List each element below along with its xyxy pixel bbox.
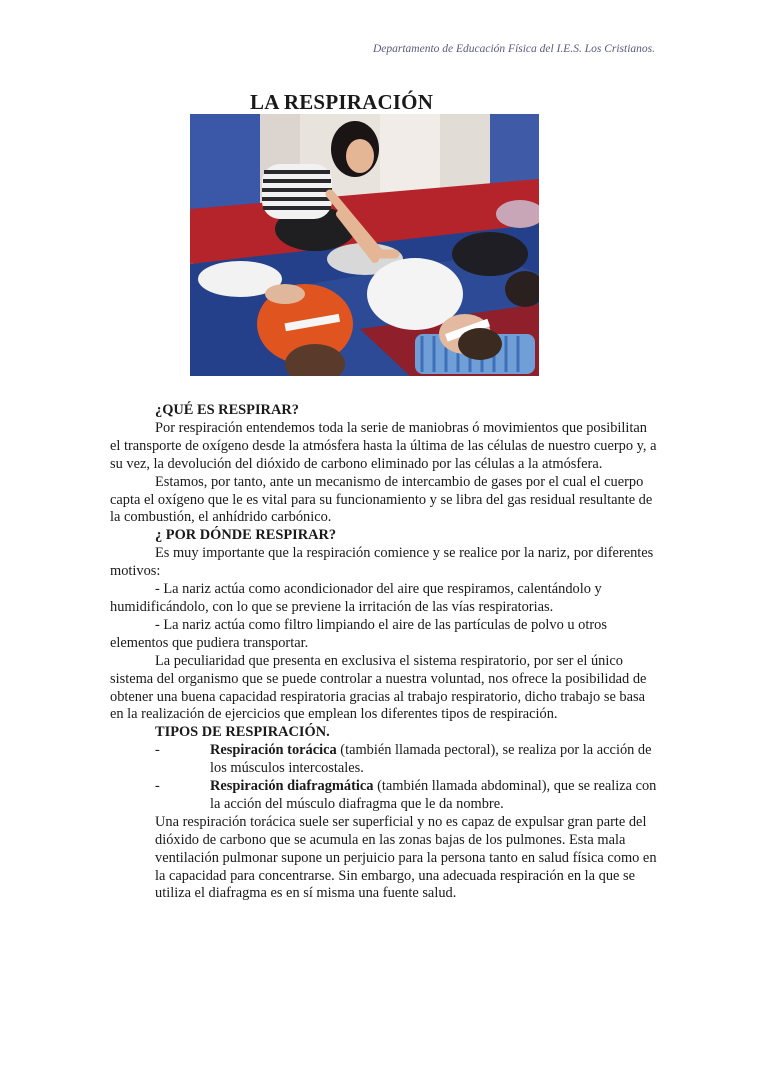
class-photo <box>190 114 539 376</box>
term: Respiración torácica <box>210 742 337 759</box>
paragraph: Es muy importante que la respiración comience y se realice por la nariz, por diferentes motivos: <box>110 545 654 580</box>
paragraph: La peculiaridad que presenta en exclusiva el sistema respiratorio, por ser el único sistema del organismo que se puede controlar a nuestra voluntad, nos ofrece la posibilidad de obtener una buena capacidad respiratoria gracias al trabajo respiratorio, dicho trabajo se basa en la realización de ejercicios que emplean los diferentes tipos de respiración. <box>110 652 647 723</box>
section-heading-tipos: TIPOS DE RESPIRACIÓN. <box>155 724 330 741</box>
list-item: - La nariz actúa como acondicionador del aire que respiramos, calentándolo y humidificándolo, con lo que se previene la irritación de las vías respiratorias. <box>110 581 602 615</box>
paragraph: Una respiración torácica suele ser superficial y no es capaz de expulsar gran parte del dióxido de carbono que se acumula en las zonas bajas de los pulmones. Esta mala ventilación pulmonar supone un perjuicio para la persona tanto en salud física como en la capacidad para concentrarse. Sin embargo, una adecuada respiración en la que se utiliza el diafragma es en sí misma una fuente salud. <box>155 813 657 902</box>
section-heading-por-donde: ¿ POR DÓNDE RESPIRAR? <box>155 527 337 544</box>
paragraph: Estamos, por tanto, ante un mecanismo de intercambio de gases por el cual el cuerpo capta el oxígeno que le es vital para su funcionamiento y se libra del gas residual resultante de la combustión, el anhídrido carbónico. <box>110 473 653 526</box>
list-item <box>110 778 658 814</box>
term-description: (también llamada abdominal), que se realiza con la acción del músculo diafragma que le da nombre. <box>210 778 657 812</box>
term: Respiración diafragmática <box>210 778 374 795</box>
bullet-dash: - <box>155 742 160 759</box>
page-title: LA RESPIRACIÓN <box>250 90 434 114</box>
list-item: - La nariz actúa como filtro limpiando el aire de las partículas de polvo u otros elementos que pudiera transportar. <box>110 616 607 651</box>
term-description: (también llamada pectoral), se realiza por la acción de los músculos intercostales. <box>210 742 652 777</box>
page-header: Departamento de Educación Física del I.E.S. Los Cristianos. <box>372 43 655 55</box>
bullet-dash: - <box>155 778 160 795</box>
document-body <box>110 402 658 903</box>
photo-illustration <box>190 114 539 376</box>
paragraph: Por respiración entendemos toda la serie de maniobras ó movimientos que posibilitan el transporte de oxígeno desde la atmósfera hasta la última de las células de nuestro cuerpo y, a su vez, la devolución del dióxido de carbono eliminado por las células a la atmósfera. <box>110 419 657 472</box>
list-item <box>110 742 658 778</box>
section-heading-que-es: ¿QUÉ ES RESPIRAR? <box>155 402 299 418</box>
